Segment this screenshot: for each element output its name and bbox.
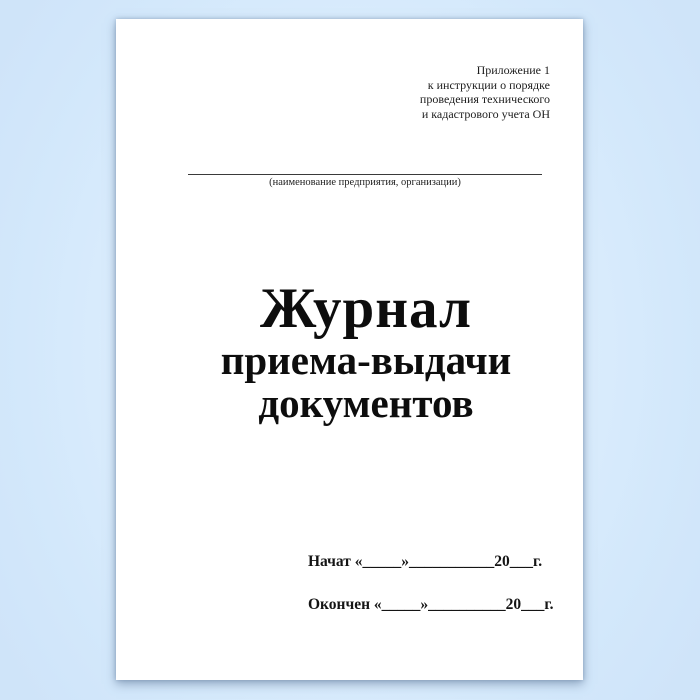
organization-name-blank-line bbox=[188, 149, 542, 175]
appendix-note-line: к инструкции о порядке bbox=[427, 77, 550, 92]
journal-title-line2: приема-выдачи bbox=[220, 337, 512, 383]
date-started-row: Начат «_____»___________20___г. bbox=[308, 553, 543, 570]
journal-title-line3: документов bbox=[258, 380, 474, 426]
appendix-note-line: проведения технического bbox=[419, 92, 550, 106]
journal-title-word: Журнал bbox=[259, 277, 473, 340]
organization-name-caption: (наименование предприятия, организации) bbox=[269, 177, 461, 188]
appendix-note-line: и кадастрового учета ОН bbox=[421, 106, 550, 121]
journal-cover-page bbox=[116, 19, 583, 680]
appendix-note bbox=[420, 63, 550, 121]
date-finished-row: Окончен «_____»__________20___г. bbox=[308, 596, 554, 613]
appendix-note-line: Приложение 1 bbox=[476, 63, 550, 77]
organization-name-field bbox=[188, 149, 542, 189]
journal-title bbox=[166, 279, 566, 425]
